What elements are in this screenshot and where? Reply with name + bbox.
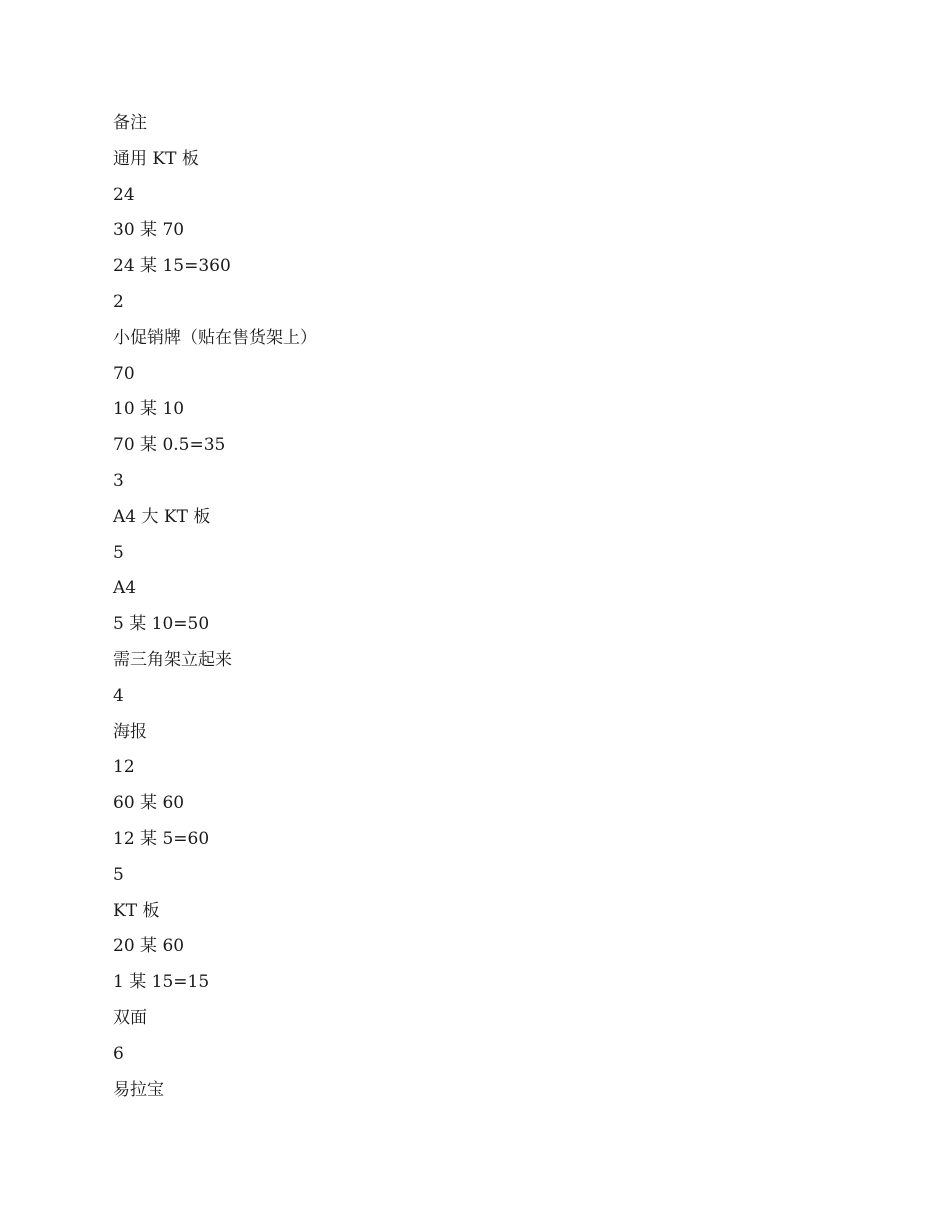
document-line: 20 某 60 [113,936,185,957]
document-line: 4 [113,685,124,706]
document-line: 海报 [113,721,147,742]
document-line: 70 [113,363,135,384]
document-line: 2 [113,291,124,312]
document-line: 12 [113,757,135,778]
document-line: 6 [113,1043,124,1064]
document-line: 5 某 10=50 [113,614,210,635]
document-line: 备注 [113,113,147,133]
document-line: 1 某 15=15 [113,972,210,993]
document-line: 双面 [113,1007,147,1028]
document-line: 70 某 0.5=35 [113,435,226,456]
document-line: 小促销牌（贴在售货架上） [113,327,317,348]
document-line: 5 [113,542,124,563]
document-line: 需三角架立起来 [113,649,232,670]
document-line: 30 某 70 [113,220,185,241]
document-line: A4 大 KT 板 [113,506,211,527]
document-line: 24 某 15=360 [113,256,231,277]
document-line: 通用 KT 板 [113,148,199,169]
document-line: 5 [113,864,124,885]
document-line: 易拉宝 [113,1079,164,1100]
document-line: 60 某 60 [113,793,185,814]
document-line: 10 某 10 [113,399,185,420]
document-line: 24 [113,184,135,205]
document-line: A4 [113,578,137,599]
document-line: 12 某 5=60 [113,828,210,849]
document-line: KT 板 [113,900,160,921]
document-lines [113,109,317,1111]
document-line: 3 [113,470,124,491]
